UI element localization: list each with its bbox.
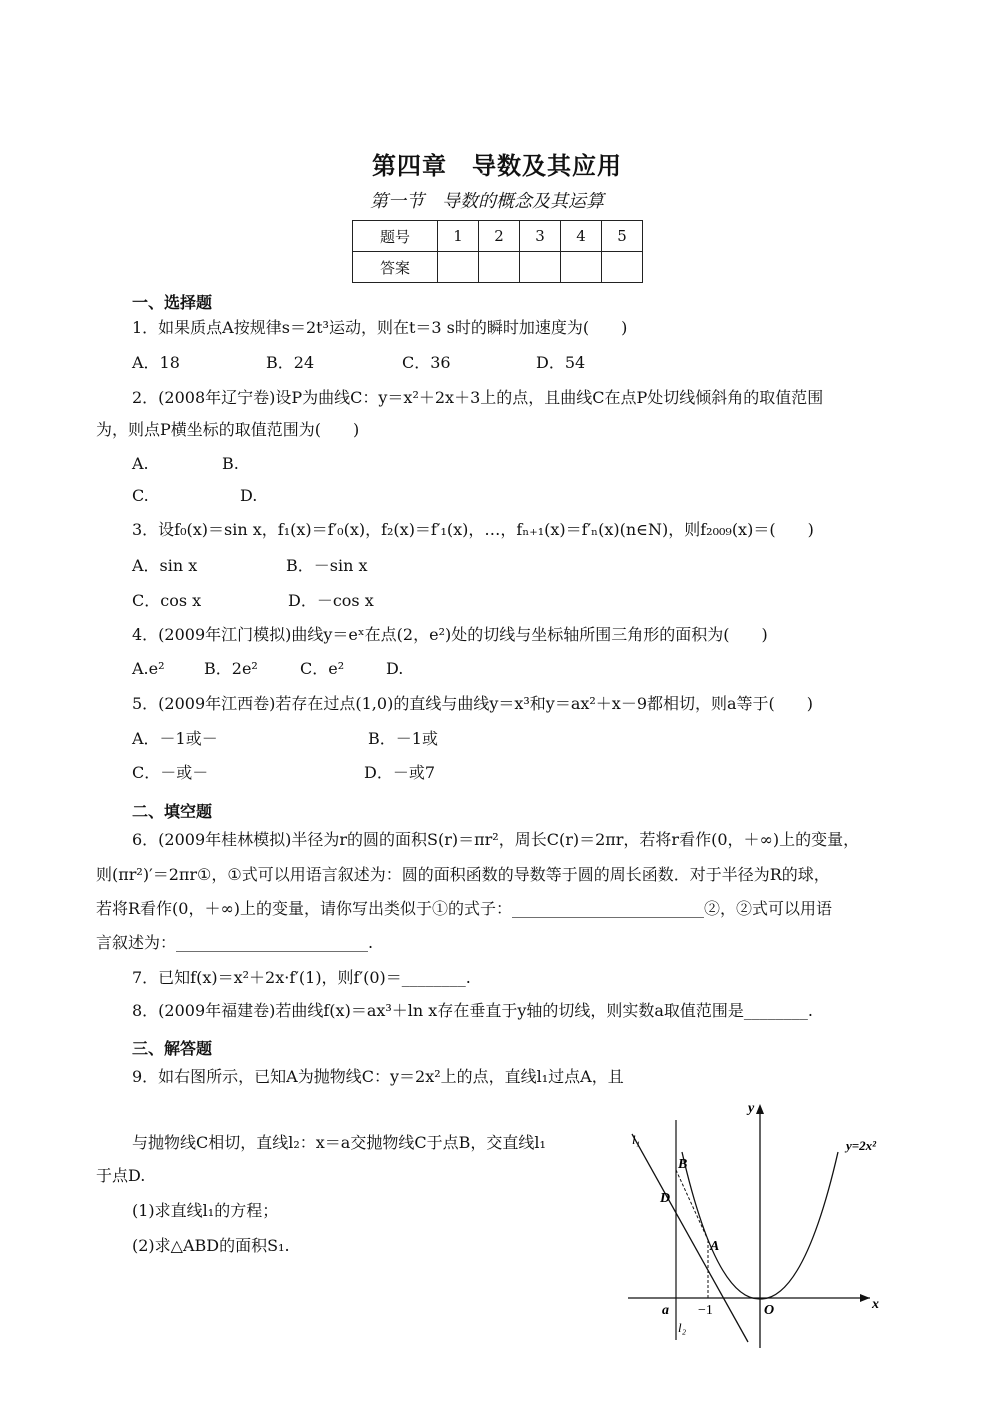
question-9-part-2: (2)求△ABD的面积S₁. [132, 1236, 290, 1255]
option: D．－或7 [364, 763, 436, 782]
option: B．2e² [204, 659, 258, 678]
tick-a-label: a [662, 1303, 669, 1318]
question-1: 1．如果质点A按规律s＝2t³运动，则在t＝3 s时的瞬时加速度为( ) [132, 318, 628, 337]
question-3: 3．设f₀(x)＝sin x，f₁(x)＝f′₀(x)，f₂(x)＝f′₁(x)，…，fₙ₊₁(x)＝f′ₙ(x)(n∈N)，则f₂₀₀₉(x)＝( ) [132, 520, 814, 539]
point-b-label: B [678, 1157, 688, 1172]
point-a-label: A [710, 1239, 720, 1254]
option: D. [240, 486, 258, 505]
option: A. [132, 454, 149, 473]
table-cell: 1 [438, 221, 479, 252]
option: C．－或－ [132, 763, 209, 782]
section-heading-choice: 一、选择题 [132, 293, 213, 312]
option: C．cos x [132, 591, 202, 610]
question-4: 4．(2009年江门模拟)曲线y＝eˣ在点(2，e²)处的切线与坐标轴所围三角形的面积为( ) [132, 625, 768, 644]
answer-table [352, 220, 643, 283]
question-2-cont: 为，则点P横坐标的取值范围为( ) [96, 420, 360, 439]
table-row [353, 221, 643, 252]
tick-neg1-label: −1 [698, 1303, 713, 1318]
table-header-cell: 答案 [353, 252, 438, 283]
option: B．－1或 [368, 729, 438, 748]
curve-label: y=2x² [846, 1138, 877, 1153]
option: B. [222, 454, 239, 473]
answer-cell[interactable] [438, 252, 479, 283]
answer-cell[interactable] [479, 252, 520, 283]
answer-cell[interactable] [520, 252, 561, 283]
option: C. [132, 486, 149, 505]
y-axis-arrow-icon [756, 1104, 764, 1114]
section-heading-solve: 三、解答题 [132, 1039, 213, 1058]
option: B．24 [266, 353, 315, 372]
x-axis-arrow-icon [860, 1294, 870, 1302]
table-row [353, 252, 643, 283]
option: B．－sin x [286, 556, 368, 575]
option: A．sin x [132, 556, 198, 575]
segment-ab [676, 1170, 708, 1240]
origin-label: O [764, 1303, 775, 1318]
table-cell: 4 [561, 221, 602, 252]
y-axis-label: y [748, 1101, 755, 1116]
question-9-cont: 与抛物线C相切，直线l₂：x＝a交抛物线C于点B，交直线l₁ [132, 1133, 546, 1152]
table-header-cell: 题号 [353, 221, 438, 252]
question-9-part-1: (1)求直线l₁的方程； [132, 1201, 279, 1220]
question-7: 7．已知f(x)＝x²＋2x·f′(1)，则f′(0)＝________. [132, 968, 471, 987]
question-6-cont: 则(πr²)′＝2πr①，①式可以用语言叙述为：圆的面积函数的导数等于圆的周长函数．对于半径为R的球， [96, 865, 830, 884]
option: A．18 [132, 353, 180, 372]
option: D．54 [536, 353, 586, 372]
l2-label: l₂ [678, 1320, 687, 1335]
table-cell: 5 [602, 221, 643, 252]
l1-label: l₁ [632, 1132, 641, 1147]
section-title: 第一节 导数的概念及其运算 [370, 191, 604, 212]
question-2: 2．(2008年辽宁卷)设P为曲线C：y＝x²＋2x＋3上的点，且曲线C在点P处切线倾斜角的取值范围 [132, 388, 824, 407]
option: A．－1或－ [132, 729, 218, 748]
section-heading-fill: 二、填空题 [132, 802, 213, 821]
line-l1 [632, 1134, 748, 1342]
option: C．e² [300, 659, 345, 678]
answer-cell[interactable] [602, 252, 643, 283]
option: D．－cos x [288, 591, 374, 610]
question-5: 5．(2009年江西卷)若存在过点(1,0)的直线与曲线y＝x³和y＝ax²＋x－9都相切，则a等于( ) [132, 694, 814, 713]
question-6: 6．(2009年桂林模拟)半径为r的圆的面积S(r)＝πr²，周长C(r)＝2πr，若将r看作(0，＋∞)上的变量， [132, 830, 860, 849]
option: A.e² [132, 659, 165, 678]
question-6-cont: 言叙述为：________________________. [96, 933, 374, 952]
point-d-label: D [660, 1191, 671, 1206]
question-6-cont: 若将R看作(0，＋∞)上的变量，请你写出类似于①的式子：________________________②，②式可以用语 [96, 899, 833, 918]
x-axis-label: x [872, 1297, 879, 1312]
option: C．36 [402, 353, 451, 372]
option: D. [386, 659, 404, 678]
answer-cell[interactable] [561, 252, 602, 283]
question-9-cont: 于点D. [96, 1166, 146, 1185]
parabola-figure [620, 1090, 900, 1352]
table-cell: 3 [520, 221, 561, 252]
table-cell: 2 [479, 221, 520, 252]
question-9: 9．如右图所示，已知A为抛物线C：y＝2x²上的点，直线l₁过点A，且 [132, 1067, 624, 1086]
chapter-title: 第四章 导数及其应用 [372, 151, 622, 180]
question-8: 8．(2009年福建卷)若曲线f(x)＝ax³＋ln x存在垂直于y轴的切线，则实数a取值范围是________. [132, 1001, 813, 1020]
